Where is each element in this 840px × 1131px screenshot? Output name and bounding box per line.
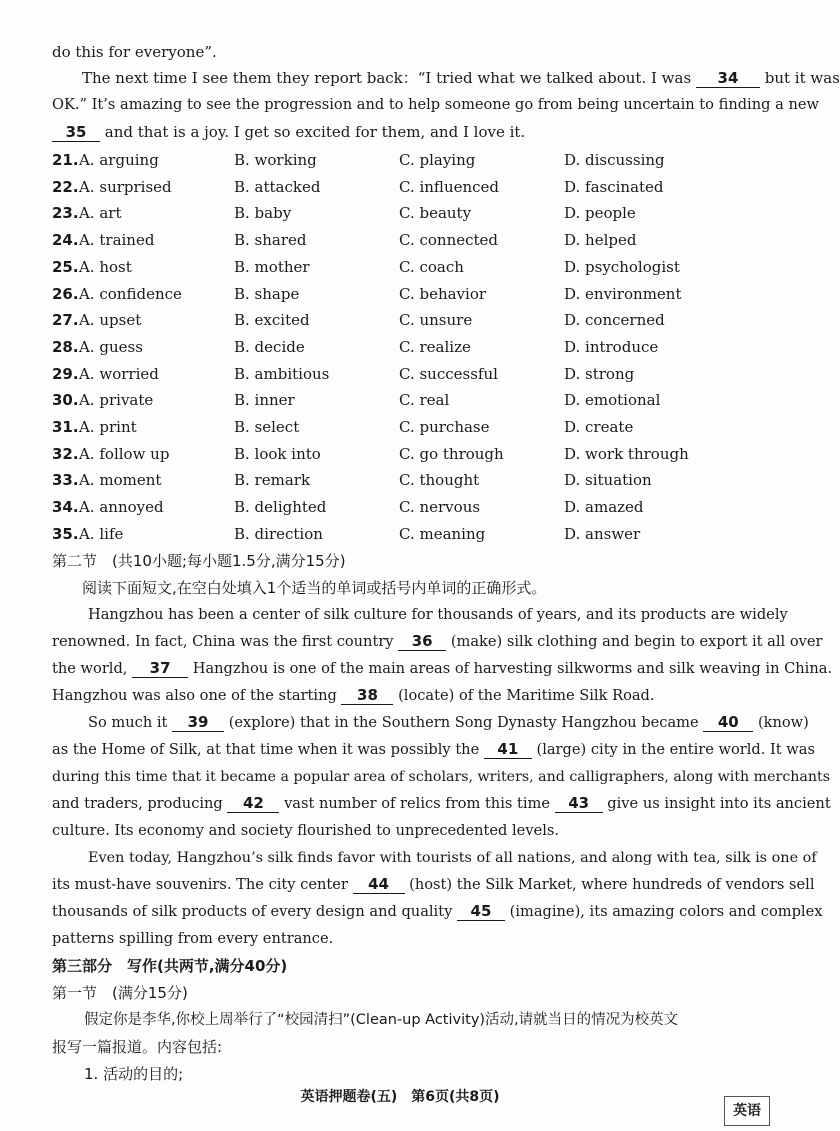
blank-44: 44 [353,876,405,894]
subject-badge: 英语 [724,1096,770,1126]
blank-34: 34 [696,70,760,88]
section-heading: 第二节 (共10小题;每小题1.5分,满分15分) [52,552,346,570]
section-heading: 第一节 (满分15分) [52,984,188,1002]
passage-line: Hangzhou was also one of the starting 38 (locate) of the Maritime Silk Road. [52,686,655,704]
passage-line: Hangzhou has been a center of silk culture for thousands of years, and its products are widely [88,606,788,623]
writing-prompt: 报写一篇报道。内容包括: [52,1038,223,1056]
option-d: D. concerned [564,311,665,330]
question-row [52,177,762,197]
passage-line: culture. Its economy and society flourished to unprecedented levels. [52,822,559,839]
option-c: C. beauty [399,204,472,223]
option-c: C. meaning [399,524,486,543]
option-d: D. strong [564,364,635,383]
option-b: B. delighted [234,498,327,517]
question-number: 30. [52,391,79,410]
option-d: D. environment [564,284,682,303]
blank-45: 45 [457,903,505,921]
passage-line: as the Home of Silk, at that time when it was possibly the 41 (large) city in the entire world. It was [52,740,815,758]
question-row [52,257,762,277]
option-a: A. follow up [79,444,170,463]
option-b: B. decide [234,337,305,356]
option-d: D. people [564,204,636,223]
question-row [52,390,762,410]
passage-line: So much it 39 (explore) that in the Southern Song Dynasty Hangzhou became 40 (know) [88,713,809,731]
option-b: B. excited [234,311,310,330]
option-d: D. emotional [564,391,661,410]
passage-line: its must-have souvenirs. The city center 44 (host) the Silk Market, where hundreds of vendors sell [52,875,815,893]
option-d: D. situation [564,471,652,490]
option-c: C. coach [399,257,464,276]
question-number: 32. [52,444,79,463]
option-a: A. arguing [79,151,159,169]
option-a: A. art [79,204,122,223]
section-instruction: 阅读下面短文,在空白处填入1个适当的单词或括号内单词的正确形式。 [82,579,547,597]
question-number: 35. [52,524,79,543]
question-number: 33. [52,471,79,490]
option-c: C. influenced [399,177,500,196]
page-footer: 英语押题卷(五) 第6页(共8页) [300,1089,500,1105]
question-number: 23. [52,204,79,223]
option-a: A. worried [79,364,159,383]
option-d: D. fascinated [564,177,664,196]
question-number: 27. [52,311,79,330]
passage-line: the world, 37 Hangzhou is one of the main areas of harvesting silkworms and silk weaving in China. [52,659,833,677]
passage-line: renowned. In fact, China was the first country 36 (make) silk clothing and begin to export it all over [52,632,823,650]
passage-line: and traders, producing 42 vast number of relics from this time 43 give us insight into its ancient [52,794,831,812]
option-b: B. mother [234,257,310,276]
option-d: D. discussing [564,151,665,169]
option-d: D. psychologist [564,257,680,276]
option-b: B. shared [234,231,307,250]
question-row [52,203,762,223]
question-number: 25. [52,257,79,276]
option-c: C. behavior [399,284,487,303]
question-number: 34. [52,498,79,517]
option-d: D. amazed [564,498,644,517]
option-c: C. thought [399,471,480,490]
question-row [52,310,762,330]
question-row [52,497,762,517]
option-b: B. baby [234,204,292,223]
passage-line: during this time that it became a popular area of scholars, writers, and calligraphers, along with merchants [52,769,830,785]
option-d: D. create [564,418,634,436]
question-row [52,470,762,490]
question-number: 24. [52,231,79,250]
question-number: 26. [52,284,79,303]
question-row [52,150,762,170]
option-d: D. work through [564,444,689,463]
option-a: A. private [79,391,154,410]
option-c: C. playing [399,151,476,169]
passage-line: 35 and that is a joy. I get so excited for them, and I love it. [52,122,762,142]
option-c: C. successful [399,364,498,383]
question-row [52,230,762,250]
question-number: 31. [52,418,79,436]
writing-prompt: 假定你是李华,你校上周举行了“校园清扫”(Clean-up Activity)活动,请就当日的情况为校英文 [84,1012,679,1028]
option-a: A. print [79,418,137,436]
question-row [52,364,762,384]
blank-42: 42 [227,795,279,813]
option-a: A. upset [79,311,142,330]
blank-38: 38 [341,687,393,705]
option-c: C. unsure [399,311,473,330]
option-b: B. attacked [234,177,321,196]
option-c: C. connected [399,231,499,250]
passage-line: The next time I see them they report back：“I tried what we talked about. I was 34 but it was [82,69,840,87]
writing-item: 1. 活动的目的; [84,1065,184,1083]
passage-line: do this for everyone”. [52,43,217,61]
option-a: A. guess [79,337,143,356]
question-row [52,284,762,304]
passage-line: OK.” It’s amazing to see the progression and to help someone go from being uncertain to finding a new [52,96,819,113]
part-heading: 第三部分 写作(共两节,满分40分) [52,957,288,975]
option-d: D. answer [564,524,641,543]
option-a: A. trained [79,231,155,250]
blank-40: 40 [703,714,753,732]
option-b: B. inner [234,391,295,410]
question-number: 28. [52,337,79,356]
option-b: B. look into [234,444,321,463]
blank-39: 39 [172,714,224,732]
question-row [52,337,762,357]
option-a: A. surprised [79,177,172,196]
option-a: A. moment [79,471,162,490]
option-d: D. helped [564,231,637,250]
option-a: A. annoyed [79,498,164,517]
option-c: C. nervous [399,498,481,517]
option-b: B. working [234,151,317,169]
blank-35: 35 [52,124,100,142]
blank-36: 36 [398,633,446,651]
option-b: B. remark [234,471,311,490]
option-b: B. select [234,418,300,436]
question-number: 29. [52,364,79,383]
option-d: D. introduce [564,337,659,356]
option-c: C. real [399,391,450,410]
option-c: C. purchase [399,418,490,436]
passage-line: Even today, Hangzhou’s silk finds favor with tourists of all nations, and along with tea, silk is one of [88,850,817,866]
option-b: B. direction [234,524,323,543]
question-row [52,417,762,437]
option-b: B. ambitious [234,364,330,383]
passage-line: thousands of silk products of every design and quality 45 (imagine), its amazing colors and complex [52,902,823,920]
blank-37: 37 [132,660,188,678]
passage-line: patterns spilling from every entrance. [52,930,334,947]
question-row [52,524,762,544]
question-number: 22. [52,177,79,196]
question-number: 21. [52,151,79,169]
option-a: A. host [79,257,132,276]
option-c: C. go through [399,444,504,463]
option-a: A. life [79,524,124,543]
blank-43: 43 [555,795,603,813]
option-b: B. shape [234,284,300,303]
option-a: A. confidence [79,284,182,303]
blank-41: 41 [484,741,532,759]
question-row [52,444,762,464]
option-c: C. realize [399,337,471,356]
